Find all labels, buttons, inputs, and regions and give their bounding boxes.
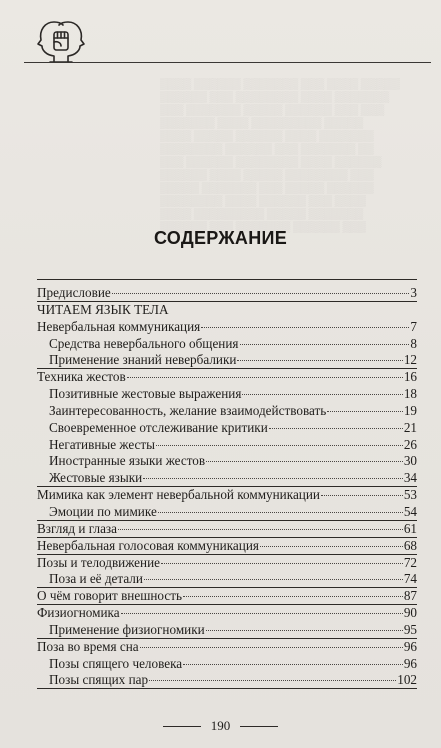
toc-entry-page: 19 — [403, 402, 417, 418]
toc-entry-page: 74 — [403, 571, 417, 587]
toc-entry — [37, 470, 417, 487]
toc-dot-leader — [161, 563, 403, 564]
toc-entry — [37, 386, 417, 403]
toc-entry — [37, 352, 417, 369]
toc-dot-leader — [149, 680, 396, 681]
toc-entry — [37, 369, 417, 386]
contents-heading: СОДЕРЖАНИЕ — [153, 228, 288, 248]
header-rule — [24, 62, 431, 63]
toc-entry — [37, 285, 417, 302]
toc-dot-leader — [269, 428, 403, 429]
toc-dot-leader — [158, 512, 403, 513]
toc-entry-page: 72 — [403, 554, 417, 570]
toc-entry-page: 7 — [410, 318, 417, 334]
toc-entry-page: 21 — [403, 419, 417, 435]
toc-entry — [37, 504, 417, 521]
toc-entry-page: 54 — [403, 503, 417, 519]
toc-entry-title: Поза во время сна — [37, 638, 139, 654]
toc-entry-title: Позы и телодвижение — [37, 554, 161, 570]
toc-entry-title: Физиогномика — [37, 605, 120, 621]
toc-dot-leader — [206, 630, 403, 631]
toc-dot-leader — [240, 344, 410, 345]
toc-entry — [37, 622, 417, 639]
toc-entry-title: Иностранные языки жестов — [49, 453, 206, 469]
toc-dot-leader — [156, 445, 403, 446]
toc-entry-page: 87 — [403, 588, 417, 604]
toc-entry-page: 26 — [403, 436, 417, 452]
toc-dot-leader — [143, 478, 403, 479]
toc-dot-leader — [327, 411, 403, 412]
toc-entry — [37, 672, 417, 689]
toc-entry-title: Мимика как элемент невербальной коммуникации — [37, 487, 320, 503]
toc-entry-page: 53 — [403, 487, 417, 503]
bleed-through-texture: ▒▒▒▒ ▒▒▒▒▒▒ ▒▒▒▒▒▒▒ ▒▒▒ ▒▒▒▒ ▒▒▒▒▒ ▒▒▒▒▒▒ ▒▒▒ ▒▒▒▒▒▒▒▒ ▒▒▒▒ ▒▒▒▒▒▒▒ ▒▒▒ ▒▒▒▒▒▒▒ ▒▒▒▒▒ ▒▒▒▒▒▒ ▒▒▒ ▒▒▒ ▒▒▒▒▒▒▒ ▒▒▒▒ ▒▒▒▒▒▒▒▒▒ ▒▒▒▒▒ ▒▒▒▒ ▒▒▒▒▒ ▒▒▒▒▒▒ ▒▒▒▒ ▒▒▒▒▒▒▒ ▒▒▒▒▒▒▒▒ ▒▒▒▒▒▒ ▒▒▒ ▒▒▒▒▒▒▒ ▒▒ ▒▒▒ ▒▒▒▒▒▒ ▒▒▒▒▒▒▒▒ ▒▒▒▒ ▒▒▒▒▒▒ ▒▒▒▒▒▒ ▒▒▒▒ ▒▒▒▒▒ ▒▒▒▒▒▒▒▒ ▒▒▒ ▒▒▒▒▒ ▒▒▒▒▒▒▒ ▒▒▒ ▒▒▒▒▒ ▒▒▒▒▒▒ ▒▒▒▒▒▒▒▒ ▒▒▒▒ ▒▒▒▒▒▒ ▒▒▒ ▒▒▒▒ ▒▒▒▒ ▒▒▒▒▒▒▒▒▒ ▒▒▒▒▒ ▒▒▒▒▒▒▒ ▒▒▒▒▒▒ ▒▒▒ ▒▒▒▒▒▒▒ ▒▒▒▒▒▒ ▒▒▒ — [160, 78, 400, 233]
toc-dot-leader — [112, 293, 410, 294]
toc-entry-title: Позы спящих пар — [49, 672, 149, 688]
contents-top-rule — [37, 279, 417, 280]
toc-entry-page: 3 — [410, 285, 417, 300]
toc-entry — [37, 571, 417, 588]
head-profile-fist-icon — [30, 16, 92, 72]
toc-dot-leader — [206, 461, 403, 462]
toc-entry — [37, 538, 417, 555]
toc-dot-leader — [201, 327, 409, 328]
toc-entry — [37, 487, 417, 504]
toc-entry-title: Позы спящего человека — [49, 655, 183, 671]
toc-entry-page: 18 — [403, 386, 417, 402]
toc-entry-title: Поза и её детали — [49, 571, 143, 587]
toc-dot-leader — [121, 613, 403, 614]
toc-entry-title: О чём говорит внешность — [37, 588, 182, 604]
toc-entry-page: 8 — [410, 335, 417, 351]
toc-entry-page: 12 — [403, 352, 417, 368]
toc-entry — [37, 656, 417, 673]
page-number: 190 — [210, 718, 231, 733]
footer-dash-right — [240, 726, 278, 727]
toc-entry-title: Предисловие — [37, 285, 111, 300]
toc-entry-page: 61 — [403, 520, 417, 536]
toc-entry-title: Негативные жесты — [49, 436, 156, 452]
footer-dash-left — [163, 726, 201, 727]
toc-entry-page: 96 — [403, 655, 417, 671]
toc-entry — [37, 336, 417, 353]
toc-dot-leader — [144, 579, 403, 580]
toc-entry — [37, 453, 417, 470]
toc-entry-page: 96 — [403, 638, 417, 654]
toc-entry-title: Техника жестов — [37, 369, 126, 385]
toc-dot-leader — [237, 360, 402, 361]
toc-entry-page: 34 — [403, 470, 417, 486]
toc-entry-title: Заинтересованность, желание взаимодействовать — [49, 402, 327, 418]
toc-entry-page: 68 — [403, 537, 417, 553]
table-of-contents — [37, 285, 417, 689]
toc-entry — [37, 437, 417, 454]
toc-entry-title: Взгляд и глаза — [37, 520, 117, 536]
toc-dot-leader — [183, 664, 403, 665]
toc-entry-page: 95 — [403, 621, 417, 637]
toc-dot-leader — [242, 394, 402, 395]
toc-entry-page: 16 — [403, 369, 417, 385]
toc-entry-page: 30 — [403, 453, 417, 469]
toc-entry — [37, 420, 417, 437]
toc-dot-leader — [118, 529, 403, 530]
page-footer — [0, 718, 441, 734]
toc-entry-title: Невербальная голосовая коммуникация — [37, 537, 259, 553]
toc-entry — [37, 319, 417, 336]
toc-entry-title: Невербальная коммуникация — [37, 318, 201, 334]
toc-dot-leader — [321, 495, 403, 496]
toc-part-heading — [37, 302, 417, 319]
toc-entry — [37, 605, 417, 622]
toc-entry-title: Эмоции по мимике — [49, 503, 157, 519]
toc-entry-title: Средства невербального общения — [49, 335, 239, 351]
toc-entry-title: Жестовые языки — [49, 470, 143, 486]
toc-entry-title: Позитивные жестовые выражения — [49, 386, 242, 402]
toc-dot-leader — [183, 596, 403, 597]
toc-entry-title: Своевременное отслеживание критики — [49, 419, 268, 435]
toc-entry-page: 90 — [403, 605, 417, 621]
toc-entry-title: Применение знаний невербалики — [49, 352, 237, 368]
toc-entry — [37, 588, 417, 605]
toc-part-title: ЧИТАЕМ ЯЗЫК ТЕЛА — [37, 301, 169, 317]
toc-dot-leader — [140, 647, 403, 648]
toc-dot-leader — [127, 377, 403, 378]
toc-entry-page: 102 — [397, 672, 417, 688]
toc-entry — [37, 403, 417, 420]
toc-dot-leader — [260, 546, 403, 547]
toc-entry — [37, 555, 417, 572]
toc-entry — [37, 639, 417, 656]
toc-entry — [37, 521, 417, 538]
toc-entry-title: Применение физиогномики — [49, 621, 205, 637]
